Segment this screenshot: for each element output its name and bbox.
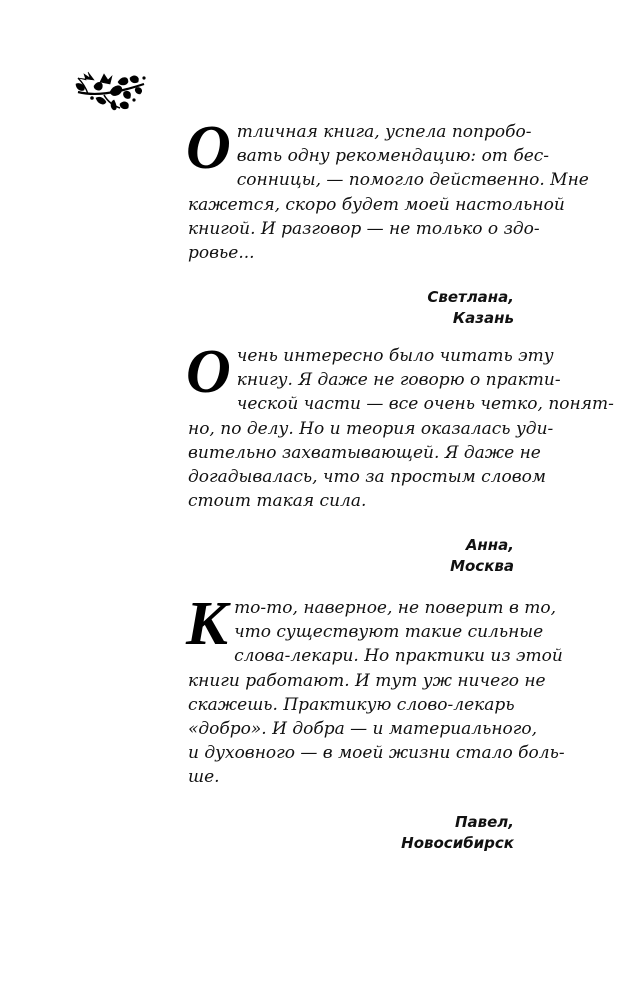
review-line: чень интересно было читать эту <box>236 346 554 366</box>
review-line: ровье... <box>188 243 255 264</box>
drop-cap: О <box>186 114 231 182</box>
drop-cap: К <box>186 590 229 658</box>
review-line: сонницы, — помогло действенно. Мне <box>236 170 589 191</box>
review-line: слова-лекари. Но практики из этой <box>234 646 563 667</box>
author-name: Светлана, <box>427 288 514 307</box>
author-name: Павел, <box>454 812 514 831</box>
review-text <box>186 338 614 513</box>
review-line: вать одну рекомендацию: от бес- <box>236 146 550 167</box>
author-city: Москва <box>450 557 514 576</box>
review-1 <box>186 114 589 329</box>
review-3 <box>186 590 565 854</box>
review-line: кажется, скоро будет моей настольной <box>188 194 565 215</box>
review-author <box>188 535 514 577</box>
review-text <box>186 114 589 265</box>
author-city: Новосибирск <box>401 833 514 852</box>
author-name: Анна, <box>465 536 514 555</box>
review-line: тличная книга, успела попробо- <box>236 122 532 142</box>
drop-cap: О <box>186 338 231 406</box>
review-2 <box>186 338 614 577</box>
review-line: книгой. И разговор — не только о здо- <box>188 218 540 239</box>
review-line: догадывалась, что за простым словом <box>188 467 546 488</box>
review-line: и духовного — в моей жизни стало боль- <box>188 743 565 764</box>
review-line: книги работают. И тут уж ничего не <box>188 670 546 691</box>
review-text <box>186 590 565 790</box>
review-line: что существуют такие сильные <box>234 622 544 643</box>
review-author <box>188 812 514 854</box>
review-line: ше. <box>188 767 220 788</box>
review-line: скажешь. Практикую слово-лекарь <box>188 694 515 715</box>
review-line: вительно захватывающей. Я даже не <box>188 442 541 463</box>
review-line: но, по делу. Но и теория оказалась уди- <box>188 418 554 439</box>
review-line: стоит такая сила. <box>188 491 367 512</box>
review-line: книгу. Я даже не говорю о практи- <box>236 370 561 391</box>
review-line: то-то, наверное, не поверит в то, <box>234 598 557 618</box>
review-author <box>188 287 514 329</box>
review-line: ческой части — все очень четко, понят- <box>236 394 614 415</box>
author-city: Казань <box>452 309 514 328</box>
floral-branch-icon <box>74 70 148 112</box>
review-line: «добро». И добра — и материального, <box>188 719 538 740</box>
